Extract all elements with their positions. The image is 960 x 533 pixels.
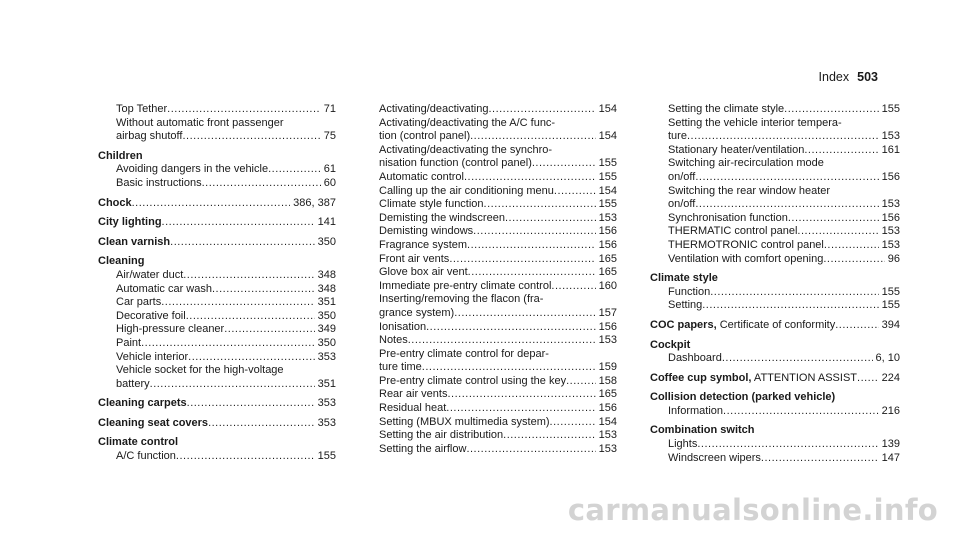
page-ref[interactable]: 386, 387 bbox=[293, 196, 336, 209]
page-ref[interactable]: 351 bbox=[317, 296, 336, 309]
page-ref[interactable]: 155 bbox=[881, 299, 900, 312]
index-entry: Information ..... 216 bbox=[650, 405, 900, 419]
index-entry: Setting (MBUX multimedia system) ..... 154 bbox=[379, 416, 617, 430]
index-entry: Basic instructions ..... 60 bbox=[98, 177, 336, 191]
page-ref[interactable]: 156 bbox=[881, 170, 900, 183]
page-ref[interactable]: 153 bbox=[598, 334, 617, 347]
index-entry: Paint ..... 350 bbox=[98, 337, 336, 351]
index-entry: High-pressure cleaner ..... 349 bbox=[98, 323, 336, 337]
page-ref[interactable]: 153 bbox=[881, 198, 900, 211]
index-entry: City lighting ..... 141 bbox=[98, 216, 336, 230]
page-ref[interactable]: 156 bbox=[598, 320, 617, 333]
page-ref[interactable]: 350 bbox=[317, 309, 336, 322]
index-entry: Cleaning seat covers ..... 353 bbox=[98, 417, 336, 431]
page-ref[interactable]: 353 bbox=[317, 416, 336, 429]
index-entry: Glove box air vent ..... 165 bbox=[379, 266, 617, 280]
watermark-logo: carmanualsonline.info bbox=[567, 493, 938, 527]
page-ref[interactable]: 96 bbox=[887, 252, 900, 265]
index-heading: Cockpit bbox=[650, 338, 691, 351]
page-ref[interactable]: 147 bbox=[881, 451, 900, 464]
page-ref[interactable]: 348 bbox=[317, 268, 336, 281]
index-entry: Windscreen wipers ..... 147 bbox=[650, 452, 900, 466]
page-ref[interactable]: 348 bbox=[317, 282, 336, 295]
index-entry: grance system) ..... 157 bbox=[379, 307, 617, 321]
page-ref[interactable]: 155 bbox=[881, 103, 900, 115]
index-entry: Residual heat ..... 156 bbox=[379, 402, 617, 416]
index-entry: Pre-entry climate control using the key ..... 158 bbox=[379, 375, 617, 389]
index-entry: Clean varnish ..... 350 bbox=[98, 236, 336, 250]
index-entry: on/off ..... 153 bbox=[650, 198, 900, 212]
index-entry: Air/water duct ..... 348 bbox=[98, 269, 336, 283]
index-entry: Setting the air distribution ..... 153 bbox=[379, 429, 617, 443]
page-ref[interactable]: 141 bbox=[317, 216, 336, 229]
index-entry: nisation function (control panel) ..... 155 bbox=[379, 157, 617, 171]
index-entry: Dashboard ..... 6, 10 bbox=[650, 352, 900, 366]
page-ref[interactable]: 155 bbox=[317, 450, 336, 463]
page-ref[interactable]: 353 bbox=[317, 350, 336, 363]
index-entry-line: Switching the rear window heater bbox=[668, 184, 831, 197]
index-entry: Activating/deactivating ..... 154 bbox=[379, 103, 617, 117]
index-entry: Function ..... 155 bbox=[650, 286, 900, 300]
page-ref[interactable]: 75 bbox=[323, 130, 336, 143]
page-ref[interactable]: 153 bbox=[598, 429, 617, 442]
page-ref[interactable]: 351 bbox=[317, 377, 336, 390]
index-entry: Rear air vents ..... 165 bbox=[379, 388, 617, 402]
index-entry: THERMATIC control panel ..... 153 bbox=[650, 225, 900, 239]
index-heading: Cleaning bbox=[98, 255, 145, 268]
index-entry: Avoiding dangers in the vehicle ..... 61 bbox=[98, 163, 336, 177]
page-ref[interactable]: 165 bbox=[598, 252, 617, 265]
index-entry-line: Vehicle socket for the high-voltage bbox=[116, 364, 284, 377]
index-column-2 bbox=[379, 103, 617, 456]
page-ref[interactable]: 153 bbox=[598, 442, 617, 455]
index-entry: Ventilation with comfort opening ..... 96 bbox=[650, 253, 900, 267]
index-entry: battery ..... 351 bbox=[98, 378, 336, 392]
index-entry: Chock ..... 386, 387 bbox=[98, 197, 336, 211]
page-ref[interactable]: 139 bbox=[881, 438, 900, 451]
index-entry-line: Activating/deactivating the synchro- bbox=[379, 143, 553, 156]
page-ref[interactable]: 154 bbox=[598, 415, 617, 428]
index-entry: A/C function ..... 155 bbox=[98, 450, 336, 464]
page-ref[interactable]: 156 bbox=[598, 402, 617, 415]
page-ref[interactable]: 156 bbox=[881, 211, 900, 224]
page-ref[interactable]: 154 bbox=[598, 130, 617, 143]
page-ref[interactable]: 349 bbox=[317, 323, 336, 336]
page-ref[interactable]: 224 bbox=[881, 371, 900, 384]
page-ref[interactable]: 153 bbox=[598, 211, 617, 224]
index-entry: Demisting the windscreen ..... 153 bbox=[379, 212, 617, 226]
index-entry: Vehicle interior ..... 353 bbox=[98, 351, 336, 365]
page-ref[interactable]: 216 bbox=[881, 404, 900, 417]
page-ref[interactable]: 156 bbox=[598, 238, 617, 251]
page-ref[interactable]: 158 bbox=[598, 374, 617, 387]
index-entry: Immediate pre-entry climate control ..... 160 bbox=[379, 280, 617, 294]
index-entry: Stationary heater/ventilation ..... 161 bbox=[650, 144, 900, 158]
page-ref[interactable]: 157 bbox=[598, 306, 617, 319]
index-entry: Fragrance system ..... 156 bbox=[379, 239, 617, 253]
index-entry: Notes ..... 153 bbox=[379, 334, 617, 348]
page-header bbox=[819, 70, 878, 84]
page-ref[interactable]: 156 bbox=[598, 225, 617, 238]
page-ref[interactable]: 60 bbox=[323, 176, 336, 189]
page-number: 503 bbox=[857, 70, 878, 84]
index-entry: Setting the airflow ..... 153 bbox=[379, 443, 617, 457]
index-entry: Top Tether ..... 71 bbox=[98, 103, 336, 117]
index-entry: Automatic control ..... 155 bbox=[379, 171, 617, 185]
page-ref[interactable]: 350 bbox=[317, 336, 336, 349]
page-ref[interactable]: 154 bbox=[598, 103, 617, 115]
page-ref[interactable]: 394 bbox=[881, 318, 900, 331]
page-ref[interactable]: 161 bbox=[881, 143, 900, 156]
index-entry: Cleaning carpets ..... 353 bbox=[98, 397, 336, 411]
index-column-3 bbox=[650, 103, 900, 465]
index-entry: Setting ..... 155 bbox=[650, 299, 900, 313]
page-ref[interactable]: 61 bbox=[323, 163, 336, 176]
page-ref[interactable]: 160 bbox=[598, 279, 617, 292]
index-entry: THERMOTRONIC control panel ..... 153 bbox=[650, 239, 900, 253]
index-entry: Decorative foil ..... 350 bbox=[98, 310, 336, 324]
page-ref[interactable]: 6, 10 bbox=[875, 352, 900, 365]
section-title: Index bbox=[818, 70, 850, 84]
index-entry-line: Inserting/removing the flacon (fra- bbox=[379, 293, 544, 306]
page-ref[interactable]: 153 bbox=[881, 238, 900, 251]
page-ref[interactable]: 71 bbox=[323, 103, 336, 115]
index-entry: Calling up the air conditioning menu ..... 154 bbox=[379, 185, 617, 199]
index-entry: Coffee cup symbol, ATTENTION ASSIST ..... 224 bbox=[650, 372, 900, 386]
index-entry: Synchronisation function ..... 156 bbox=[650, 212, 900, 226]
index-entry: ture time ..... 159 bbox=[379, 361, 617, 375]
index-entry: Climate style function ..... 155 bbox=[379, 198, 617, 212]
index-entry: airbag shutoff ..... 75 bbox=[98, 130, 336, 144]
page-ref[interactable]: 153 bbox=[881, 225, 900, 238]
index-entry: Lights ..... 139 bbox=[650, 438, 900, 452]
page-ref[interactable]: 165 bbox=[598, 388, 617, 401]
index-entry: Automatic car wash ..... 348 bbox=[98, 283, 336, 297]
index-entry: Ionisation ..... 156 bbox=[379, 321, 617, 335]
page-ref[interactable]: 165 bbox=[598, 266, 617, 279]
index-entry-line: Without automatic front passenger bbox=[116, 116, 284, 129]
index-entry: on/off ..... 156 bbox=[650, 171, 900, 185]
index-entry: Car parts ..... 351 bbox=[98, 296, 336, 310]
page-ref[interactable]: 353 bbox=[317, 397, 336, 410]
index-heading: Climate style bbox=[650, 272, 718, 285]
index-entry: Front air vents ..... 165 bbox=[379, 253, 617, 267]
index-entry-line: Pre-entry climate control for depar- bbox=[379, 347, 549, 360]
index-column-1 bbox=[98, 103, 336, 464]
index-heading: Children bbox=[98, 149, 143, 162]
index-heading: Collision detection (parked vehicle) bbox=[650, 391, 836, 404]
index-entry: COC papers, Certificate of conformity ..... 394 bbox=[650, 319, 900, 333]
index-entry: tion (control panel) ..... 154 bbox=[379, 130, 617, 144]
page-ref[interactable]: 350 bbox=[317, 235, 336, 248]
index-entry: ture ..... 153 bbox=[650, 130, 900, 144]
page-ref[interactable]: 155 bbox=[598, 170, 617, 183]
index-entry-line: Switching air-recirculation mode bbox=[668, 157, 824, 170]
page-ref[interactable]: 155 bbox=[598, 198, 617, 211]
page-ref[interactable]: 155 bbox=[881, 285, 900, 298]
index-heading: Climate control bbox=[98, 436, 179, 449]
index-heading: Combination switch bbox=[650, 424, 755, 437]
index-entry-line: Setting the vehicle interior tempera- bbox=[668, 116, 842, 129]
index-entry: Setting the climate style ..... 155 bbox=[650, 103, 900, 117]
page-ref[interactable]: 153 bbox=[881, 130, 900, 143]
index-entry: Demisting windows ..... 156 bbox=[379, 225, 617, 239]
page-ref[interactable]: 155 bbox=[598, 157, 617, 170]
index-entry-line: Activating/deactivating the A/C func- bbox=[379, 116, 556, 129]
page-ref[interactable]: 159 bbox=[598, 361, 617, 374]
page-ref[interactable]: 154 bbox=[598, 184, 617, 197]
